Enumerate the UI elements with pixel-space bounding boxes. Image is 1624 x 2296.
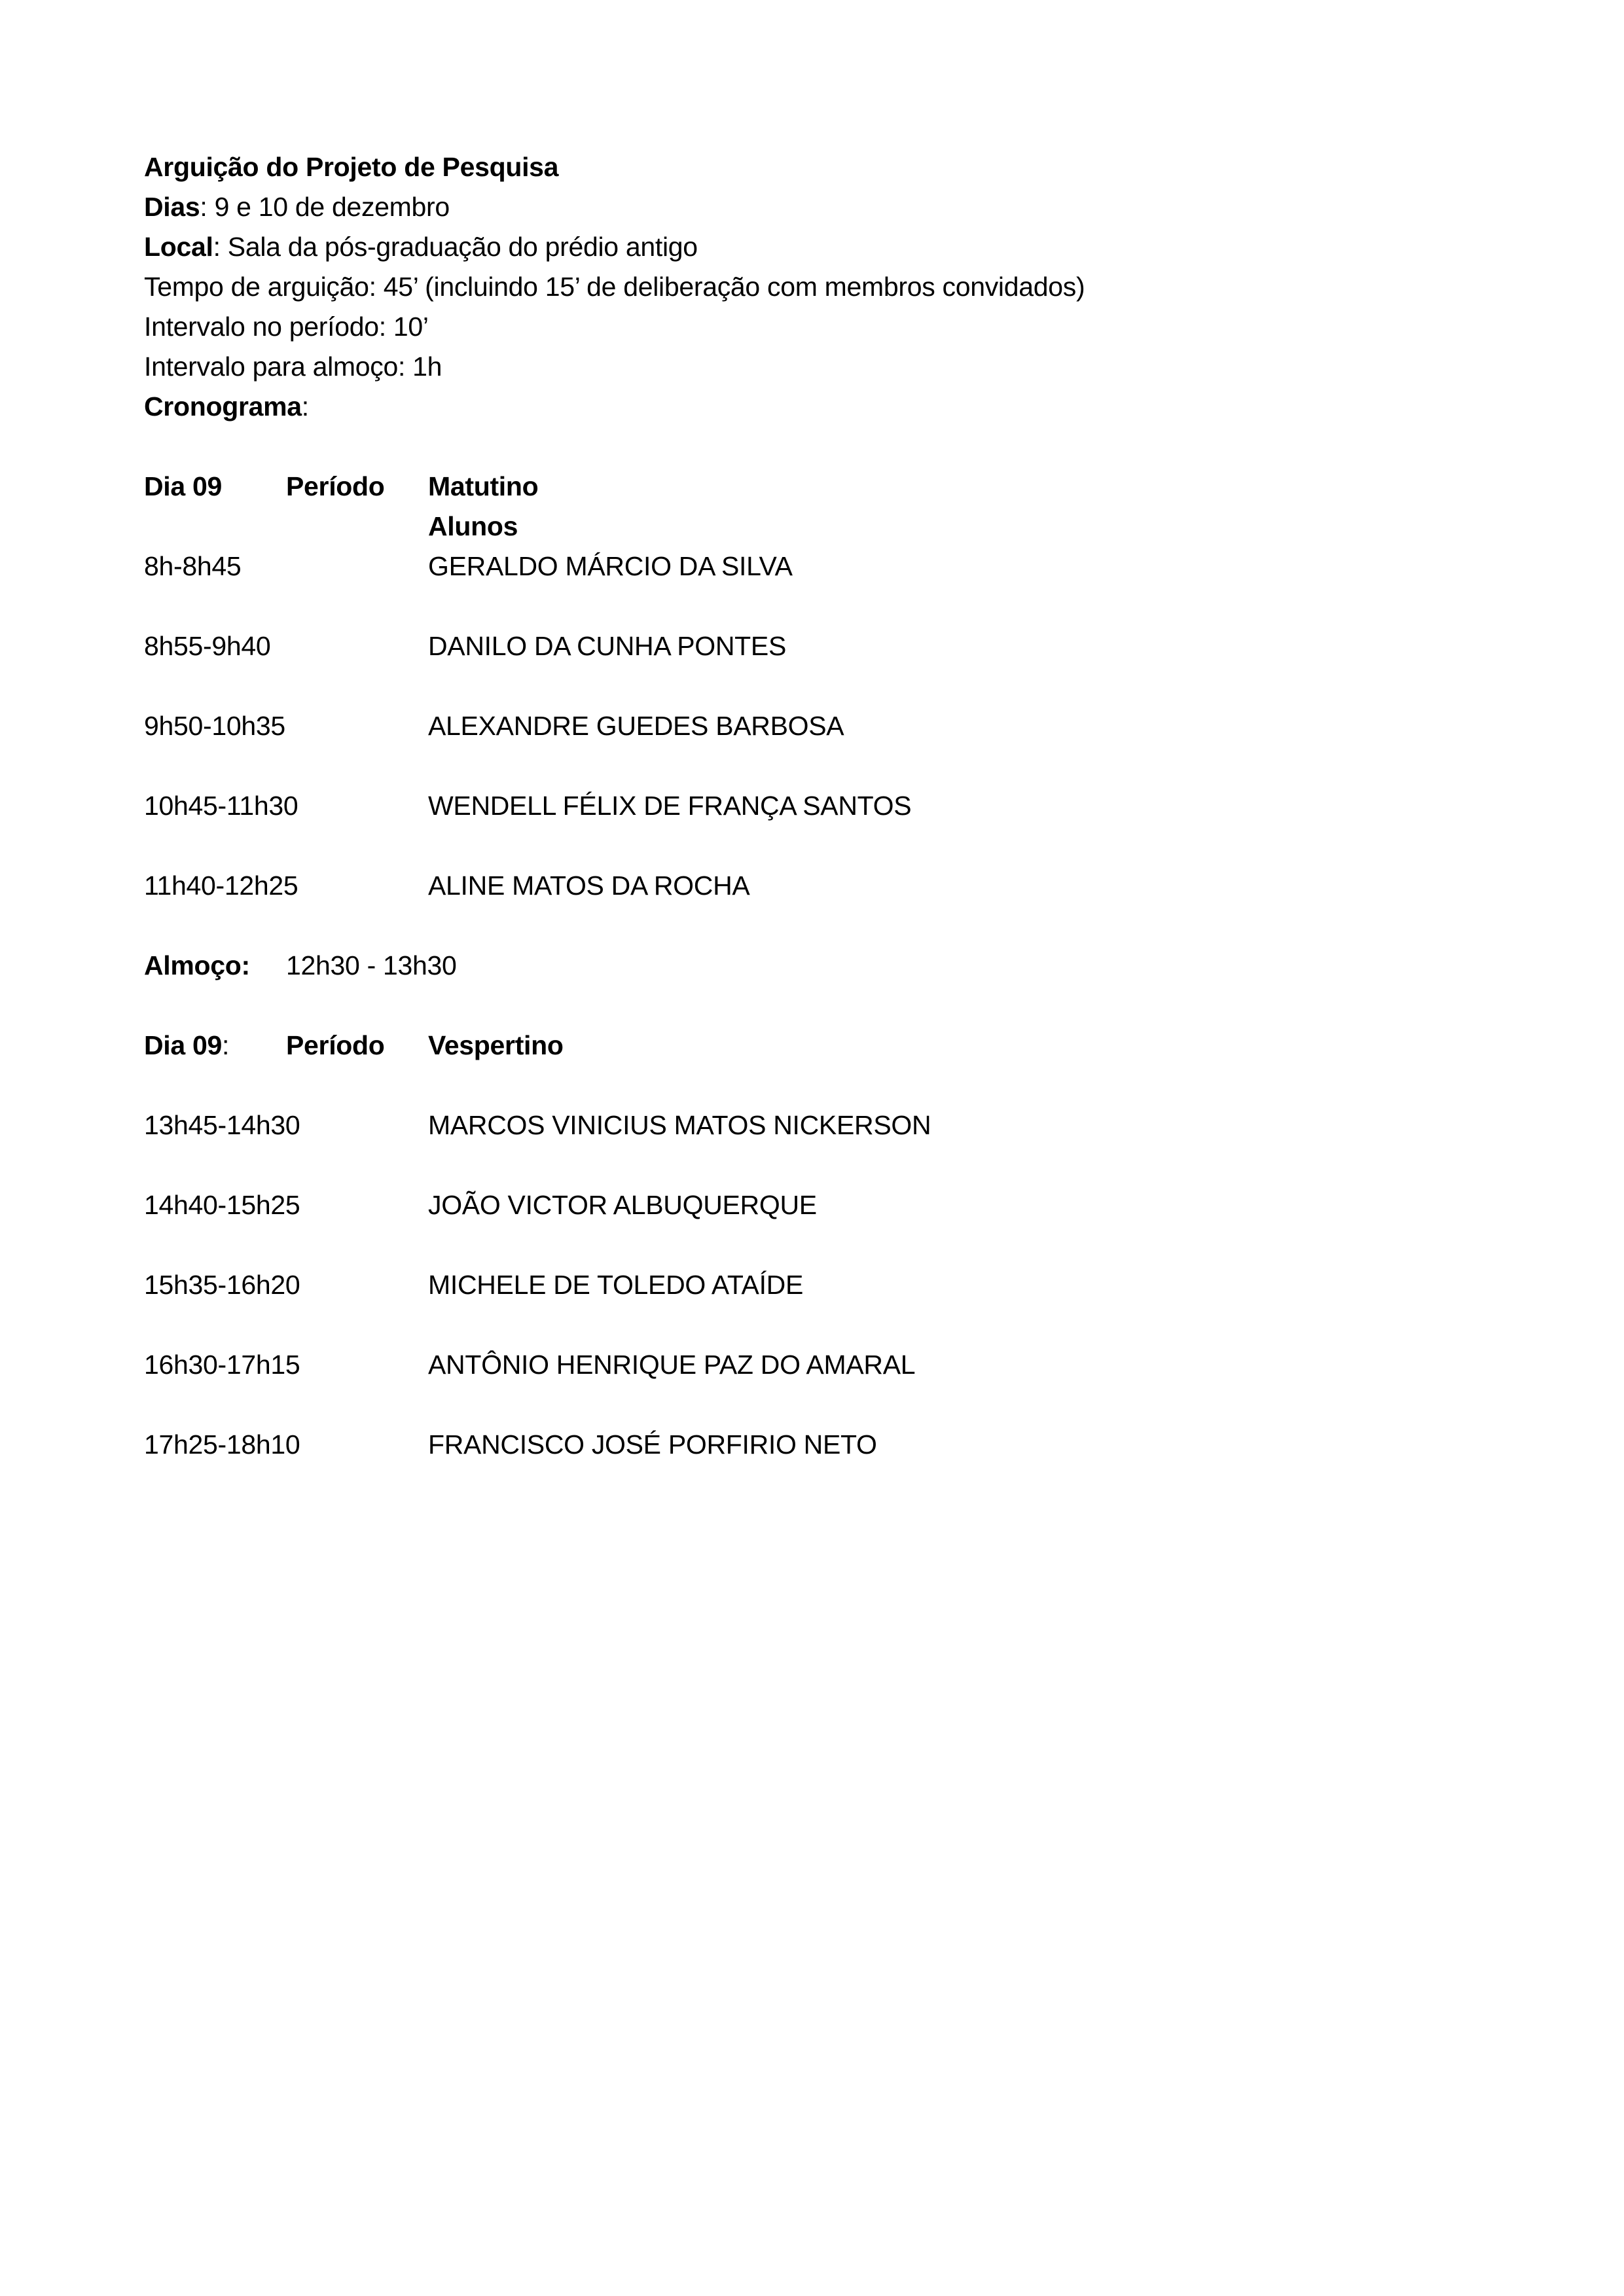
slot-time: 16h30-17h15 <box>144 1350 300 1380</box>
days-line <box>144 187 1479 227</box>
schedule-heading <box>144 387 1479 427</box>
slot-student: DANILO DA CUNHA PONTES <box>428 631 787 661</box>
morning-day-label: Dia 09 <box>144 471 222 501</box>
afternoon-period-label: Período <box>286 1030 385 1060</box>
slot-student: MICHELE DE TOLEDO ATAÍDE <box>428 1270 804 1300</box>
schedule-row <box>144 626 1479 666</box>
lunch-break-line: Intervalo para almoço: 1h <box>144 351 442 382</box>
lunch-time: 12h30 - 13h30 <box>286 950 457 980</box>
slot-student: MARCOS VINICIUS MATOS NICKERSON <box>428 1110 931 1140</box>
slot-student: ALEXANDRE GUEDES BARBOSA <box>428 711 844 741</box>
slot-time: 10h45-11h30 <box>144 791 298 821</box>
slot-student: GERALDO MÁRCIO DA SILVA <box>428 551 793 581</box>
slot-time: 13h45-14h30 <box>144 1110 300 1140</box>
schedule-colon: : <box>301 391 309 422</box>
afternoon-header <box>144 1026 1479 1066</box>
schedule-row <box>144 1185 1479 1225</box>
morning-header <box>144 467 1479 507</box>
morning-period-label: Período <box>286 471 385 501</box>
morning-period-name: Matutino <box>428 471 539 501</box>
students-label: Alunos <box>428 511 518 541</box>
slot-time: 14h40-15h25 <box>144 1190 300 1220</box>
schedule-row <box>144 786 1479 826</box>
schedule-row <box>144 1345 1479 1385</box>
spacer <box>144 427 1479 467</box>
days-value: : 9 e 10 de dezembro <box>200 192 450 222</box>
afternoon-day-colon: : <box>222 1030 230 1060</box>
document-title <box>144 147 1479 187</box>
afternoon-day <box>144 1026 286 1066</box>
slot-student: WENDELL FÉLIX DE FRANÇA SANTOS <box>428 791 912 821</box>
slot-student: FRANCISCO JOSÉ PORFIRIO NETO <box>428 1429 877 1460</box>
days-label: Dias <box>144 192 200 222</box>
break-line: Intervalo no período: 10’ <box>144 312 429 342</box>
document-page <box>144 147 1479 1465</box>
schedule-row <box>144 866 1479 906</box>
schedule-row <box>144 1265 1479 1305</box>
location-value: : Sala da pós-graduação do prédio antigo <box>213 232 698 262</box>
schedule-row <box>144 1425 1479 1465</box>
location-line <box>144 227 1479 267</box>
schedule-row <box>144 706 1479 746</box>
schedule-row <box>144 1105 1479 1145</box>
lunch-label: Almoço: <box>144 950 250 980</box>
slot-time: 8h55-9h40 <box>144 631 271 661</box>
slot-time: 9h50-10h35 <box>144 711 285 741</box>
slot-time: 11h40-12h25 <box>144 870 298 901</box>
afternoon-period-name: Vespertino <box>428 1030 564 1060</box>
slot-time: 15h35-16h20 <box>144 1270 300 1300</box>
slot-time: 8h-8h45 <box>144 551 242 581</box>
afternoon-day-label: Dia 09 <box>144 1030 222 1060</box>
slot-student: ANTÔNIO HENRIQUE PAZ DO AMARAL <box>428 1350 916 1380</box>
duration-line: Tempo de arguição: 45’ (incluindo 15’ de deliberação com membros convidados) <box>144 272 1085 302</box>
slot-student: JOÃO VICTOR ALBUQUERQUE <box>428 1190 817 1220</box>
title-text: Arguição do Projeto de Pesquisa <box>144 152 559 182</box>
lunch-row <box>144 946 1479 986</box>
schedule-row <box>144 547 1479 586</box>
slot-time: 17h25-18h10 <box>144 1429 300 1460</box>
slot-student: ALINE MATOS DA ROCHA <box>428 870 750 901</box>
schedule-label: Cronograma <box>144 391 302 422</box>
students-header <box>144 507 1479 547</box>
location-label: Local <box>144 232 213 262</box>
